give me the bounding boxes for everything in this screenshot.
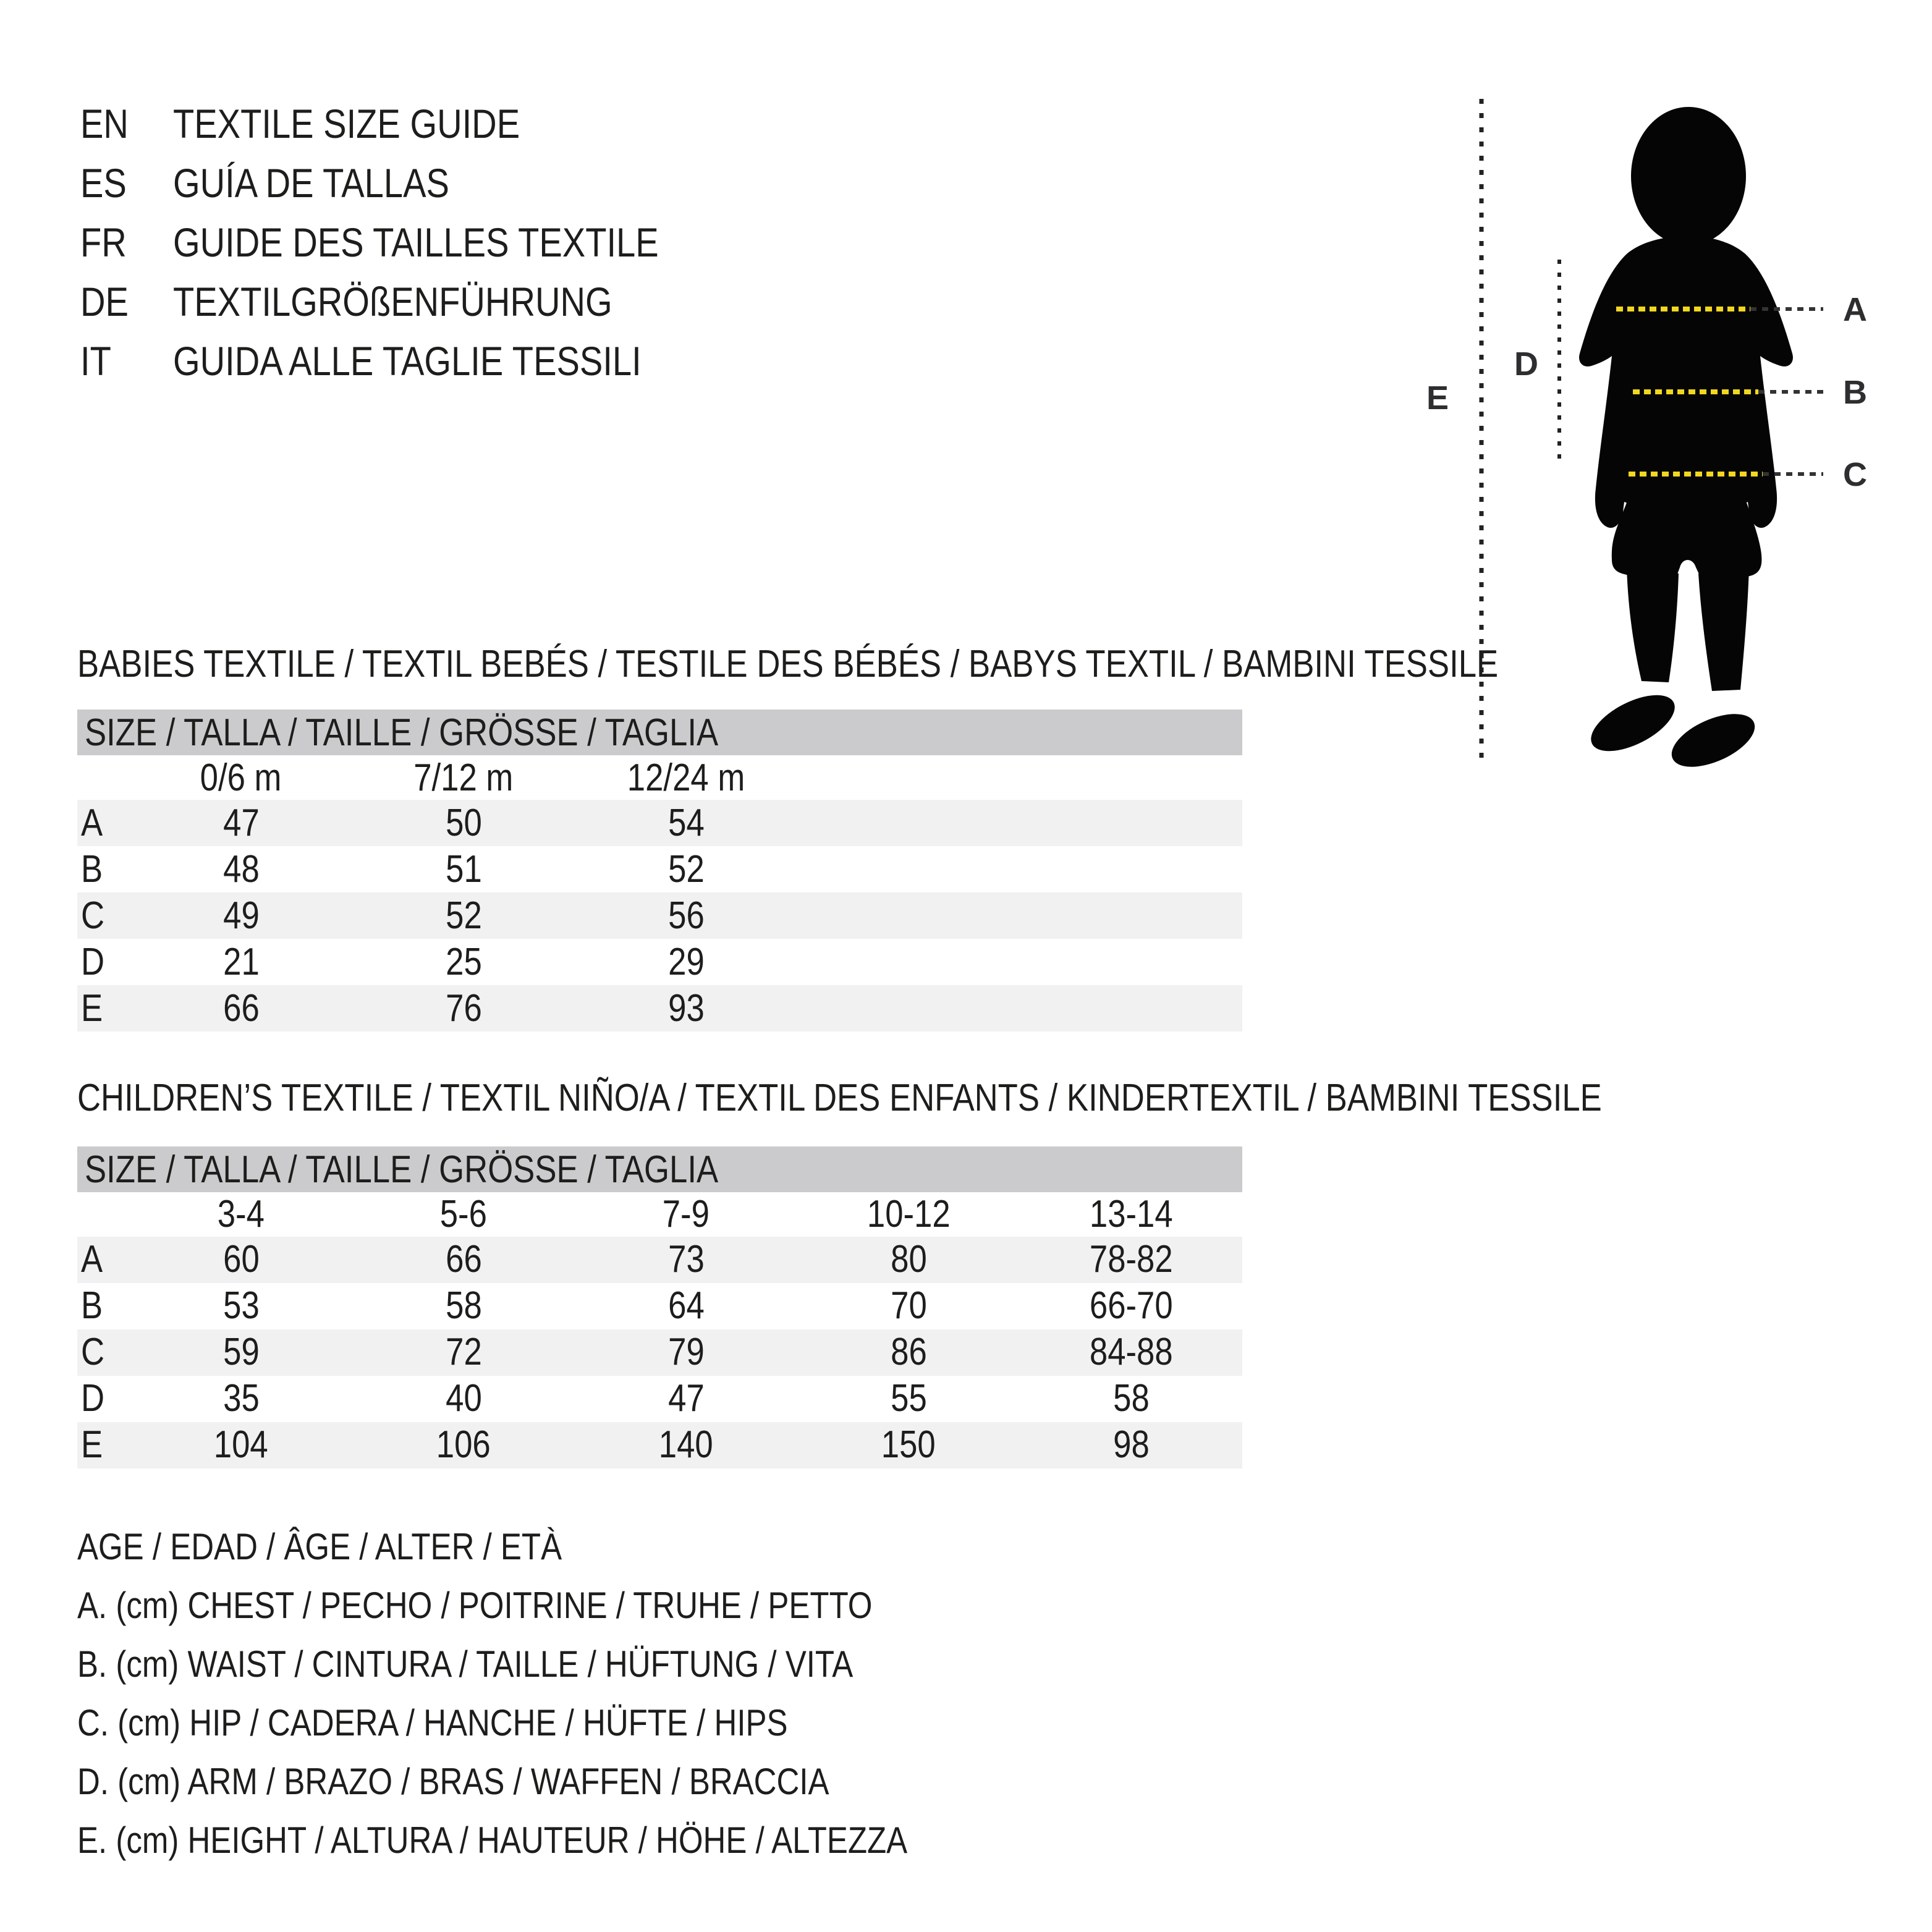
legend-line-height: [77, 1811, 1054, 1870]
lang-code-text: EN: [80, 101, 129, 146]
table-cell: [352, 847, 575, 891]
row-label-text: C: [81, 894, 105, 937]
children-section-heading: [77, 1077, 1871, 1120]
cell-text: 47: [667, 1377, 705, 1420]
lang-title-text: GUÍA DE TALLAS: [173, 160, 449, 206]
cell-text: 58: [445, 1284, 482, 1327]
cell-text: 86: [890, 1331, 927, 1373]
table-cell: [352, 1284, 575, 1328]
column-header-text: 3-4: [217, 1193, 265, 1236]
lang-title-text: TEXTILGRÖßENFÜHRUNG: [173, 279, 612, 324]
table-row: [77, 1283, 1242, 1329]
lang-title: [173, 159, 498, 206]
arm-label: D: [1514, 345, 1538, 383]
lang-row-fr: [80, 213, 744, 272]
legend-line-chest: [77, 1576, 1054, 1635]
cell-text: 52: [445, 894, 482, 937]
legend-text: D. (cm) ARM / BRAZO / BRAS / WAFFEN / BRACCIA: [77, 1761, 829, 1802]
table-cell: [1020, 1284, 1242, 1328]
legend-line-age: [77, 1517, 1054, 1576]
cell-text: 73: [667, 1238, 705, 1281]
hip-label: C: [1843, 456, 1867, 493]
row-label: [77, 894, 130, 938]
babies-column-header-row: [77, 755, 1242, 800]
table-cell: [130, 801, 352, 845]
table-cell: [130, 847, 352, 891]
legend-text: E. (cm) HEIGHT / ALTURA / HAUTEUR / HÖHE / ALTEZZA: [77, 1820, 908, 1861]
waist-label: B: [1843, 374, 1867, 411]
cell-text: 52: [667, 848, 705, 891]
table-cell: [797, 1237, 1020, 1281]
row-label-text: C: [81, 1331, 105, 1373]
table-cell: [575, 1284, 797, 1328]
table-cell: [352, 1376, 575, 1420]
table-cell: [130, 940, 352, 984]
column-header: [797, 1192, 1020, 1236]
cell-text: 25: [445, 941, 482, 983]
cell-text: 56: [667, 894, 705, 937]
cell-text: 72: [445, 1331, 482, 1373]
cell-text: 53: [222, 1284, 260, 1327]
size-header-text: SIZE / TALLA / TAILLE / GRÖSSE / TAGLIA: [85, 1148, 719, 1191]
row-label: [77, 986, 130, 1030]
cell-text: 78-82: [1089, 1238, 1173, 1281]
row-label: [77, 1423, 130, 1467]
column-header: [352, 756, 575, 800]
cell-text: 66-70: [1089, 1284, 1173, 1327]
cell-text: 76: [445, 987, 482, 1030]
row-label-text: D: [81, 941, 105, 983]
table-cell: [1020, 1376, 1242, 1420]
legend-line-arm: [77, 1752, 1054, 1811]
legend-text: B. (cm) WAIST / CINTURA / TAILLE / HÜFTUNG / VITA: [77, 1643, 854, 1685]
table-row: [77, 800, 1242, 846]
lang-title: [173, 219, 744, 266]
table-cell: [797, 1423, 1020, 1467]
cell-text: 60: [222, 1238, 260, 1281]
cell-text: 49: [222, 894, 260, 937]
cell-text: 80: [890, 1238, 927, 1281]
cell-text: 59: [222, 1331, 260, 1373]
table-cell: [352, 940, 575, 984]
column-header-text: 13-14: [1089, 1193, 1173, 1236]
children-column-header-row: [77, 1192, 1242, 1237]
table-row: [77, 1376, 1242, 1422]
table-cell: [130, 1237, 352, 1281]
children-size-table: [77, 1146, 1242, 1468]
lang-code: [80, 219, 173, 266]
cell-text: 93: [667, 987, 705, 1030]
cell-text: 54: [667, 802, 705, 844]
table-cell: [797, 1330, 1020, 1374]
table-cell: [575, 986, 797, 1030]
cell-text: 50: [445, 802, 482, 844]
cell-text: 79: [667, 1331, 705, 1373]
legend-line-hip: [77, 1693, 1054, 1752]
cell-text: 58: [1112, 1377, 1150, 1420]
table-cell: [575, 801, 797, 845]
table-cell: [130, 1330, 352, 1374]
table-row: [77, 892, 1242, 939]
lang-title-text: GUIDA ALLE TAGLIE TESSILI: [173, 338, 642, 384]
cell-text: 98: [1112, 1423, 1150, 1466]
lang-code-text: FR: [80, 219, 127, 265]
row-label-text: A: [81, 802, 103, 844]
cell-text: 66: [445, 1238, 482, 1281]
lang-code: [80, 278, 173, 325]
lang-code-text: DE: [80, 279, 129, 324]
babies-table-header-bar: [77, 710, 1242, 755]
table-cell: [352, 1423, 575, 1467]
cell-text: 84-88: [1089, 1331, 1173, 1373]
lang-code-text: IT: [80, 338, 111, 384]
silhouette-left-shoe: [1583, 684, 1684, 763]
row-label: [77, 847, 130, 891]
cell-text: 55: [890, 1377, 927, 1420]
babies-size-table: [77, 710, 1242, 1032]
table-cell: [352, 801, 575, 845]
table-row: [77, 939, 1242, 985]
lang-title: [173, 278, 690, 325]
cell-text: 29: [667, 941, 705, 983]
legend-text: A. (cm) CHEST / PECHO / POITRINE / TRUHE / PETTO: [77, 1585, 873, 1626]
row-label: [77, 1284, 130, 1328]
lang-code: [80, 337, 173, 384]
child-measurement-figure: [1403, 56, 1932, 803]
lang-title-text: TEXTILE SIZE GUIDE: [173, 101, 520, 146]
cell-text: 40: [445, 1377, 482, 1420]
table-cell: [130, 1423, 352, 1467]
row-label-text: D: [81, 1377, 105, 1420]
table-cell: [575, 894, 797, 938]
row-label-text: E: [81, 987, 103, 1030]
table-cell: [575, 847, 797, 891]
lang-row-de: [80, 272, 744, 331]
lang-code-text: ES: [80, 160, 127, 206]
column-header-text: 7-9: [662, 1193, 710, 1236]
row-label-text: B: [81, 1284, 103, 1327]
row-label-text: E: [81, 1423, 103, 1466]
cell-text: 35: [222, 1377, 260, 1420]
lang-code: [80, 159, 173, 206]
silhouette-shirt: [1579, 236, 1793, 528]
lang-code: [80, 100, 173, 147]
table-cell: [1020, 1423, 1242, 1467]
table-row: [77, 985, 1242, 1032]
column-header: [1020, 1192, 1242, 1236]
table-cell: [797, 1284, 1020, 1328]
column-header: [352, 1192, 575, 1236]
row-label-text: B: [81, 848, 103, 891]
table-cell: [352, 1237, 575, 1281]
silhouette-right-shoe: [1664, 703, 1762, 778]
row-label: [77, 1237, 130, 1281]
column-header: [575, 1192, 797, 1236]
size-header-text: SIZE / TALLA / TAILLE / GRÖSSE / TAGLIA: [85, 711, 719, 754]
cell-text: 51: [445, 848, 482, 891]
table-row: [77, 1237, 1242, 1283]
table-cell: [352, 894, 575, 938]
row-label: [77, 940, 130, 984]
lang-title-text: GUIDE DES TAILLES TEXTILE: [173, 219, 659, 265]
table-cell: [1020, 1237, 1242, 1281]
column-header-text: 12/24 m: [627, 756, 745, 799]
table-row: [77, 1329, 1242, 1376]
table-cell: [352, 986, 575, 1030]
children-table-header-bar: [77, 1146, 1242, 1192]
lang-title: [173, 100, 581, 147]
legend-line-waist: [77, 1635, 1054, 1693]
table-cell: [130, 1376, 352, 1420]
row-label: [77, 1376, 130, 1420]
cell-text: 106: [436, 1423, 491, 1466]
table-cell: [1020, 1330, 1242, 1374]
row-label: [77, 801, 130, 845]
table-cell: [130, 894, 352, 938]
column-header-text: 0/6 m: [200, 756, 282, 799]
babies-section-heading: [77, 643, 1749, 686]
column-header: [130, 756, 352, 800]
measurement-legend: [77, 1517, 1054, 1870]
chest-label: A: [1843, 291, 1867, 328]
table-cell: [352, 1330, 575, 1374]
table-cell: [575, 1376, 797, 1420]
row-label-text: A: [81, 1238, 103, 1281]
cell-text: 21: [222, 941, 260, 983]
legend-text: C. (cm) HIP / CADERA / HANCHE / HÜFTE / HIPS: [77, 1702, 788, 1743]
table-cell: [575, 1237, 797, 1281]
cell-text: 150: [881, 1423, 936, 1466]
cell-text: 104: [214, 1423, 268, 1466]
lang-row-it: [80, 331, 744, 391]
table-cell: [797, 1376, 1020, 1420]
lang-title: [173, 337, 724, 384]
table-cell: [575, 940, 797, 984]
table-cell: [130, 986, 352, 1030]
cell-text: 47: [222, 802, 260, 844]
table-cell: [575, 1330, 797, 1374]
cell-text: 64: [667, 1284, 705, 1327]
legend-text: AGE / EDAD / ÂGE / ALTER / ETÀ: [77, 1526, 562, 1567]
silhouette-shorts: [1612, 499, 1762, 579]
language-title-list: [80, 94, 744, 391]
table-row: [77, 1422, 1242, 1468]
children-heading-text: CHILDREN’S TEXTILE / TEXTIL NIÑO/A / TEXTIL DES ENFANTS / KINDERTEXTIL / BAMBINI TESSILE: [77, 1077, 1602, 1119]
column-header: [575, 756, 797, 800]
column-header-text: 5-6: [439, 1193, 488, 1236]
cell-text: 70: [890, 1284, 927, 1327]
babies-heading-text: BABIES TEXTILE / TEXTIL BEBÉS / TESTILE DES BÉBÉS / BABYS TEXTIL / BAMBINI TESSILE: [77, 643, 1499, 685]
cell-text: 140: [659, 1423, 713, 1466]
column-header-text: 7/12 m: [413, 756, 514, 799]
lang-row-es: [80, 153, 744, 213]
column-header: [130, 1192, 352, 1236]
row-label: [77, 1330, 130, 1374]
column-header-text: 10-12: [866, 1193, 951, 1236]
height-label: E: [1426, 379, 1449, 417]
cell-text: 66: [222, 987, 260, 1030]
lang-row-en: [80, 94, 744, 153]
table-cell: [575, 1423, 797, 1467]
table-row: [77, 846, 1242, 892]
cell-text: 48: [222, 848, 260, 891]
table-cell: [130, 1284, 352, 1328]
